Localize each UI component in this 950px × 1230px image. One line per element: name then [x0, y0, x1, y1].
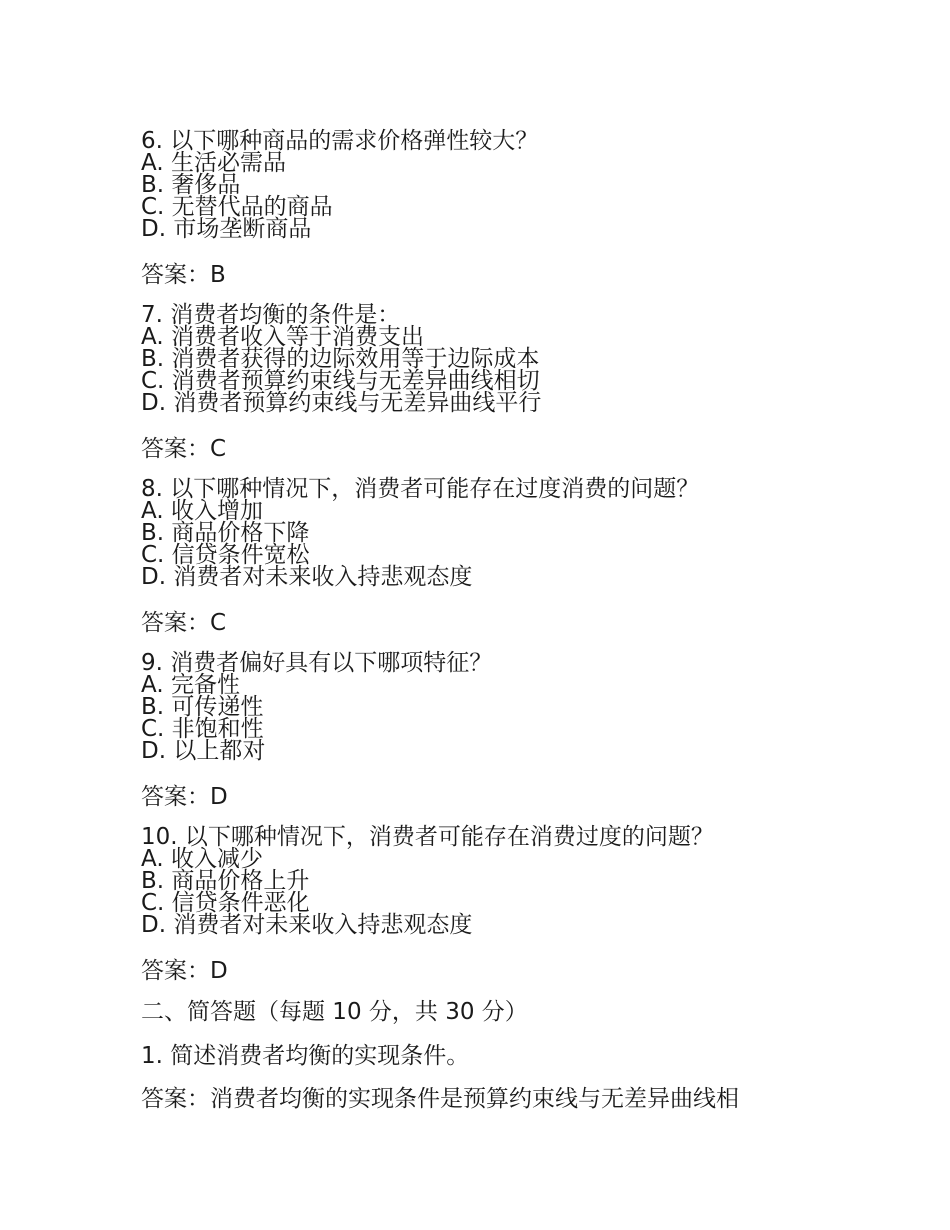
section-heading: 二、简答题（每题 10 分，共 30 分）: [141, 999, 528, 1025]
option-d: D. 消费者对未来收入持悲观态度: [141, 564, 473, 590]
question-block-7: [141, 304, 841, 464]
option-c: C. 无替代品的商品: [141, 194, 333, 220]
answer: 答案：C: [141, 610, 227, 636]
option-d: D. 市场垄断商品: [141, 216, 312, 242]
question-block-10: [141, 826, 841, 986]
question-title: 8. 以下哪种情况下，消费者可能存在过度消费的问题？: [141, 476, 700, 502]
answer: 答案：D: [141, 958, 228, 984]
option-c: C. 信贷条件宽松: [141, 542, 310, 568]
option-b: B. 商品价格上升: [141, 868, 310, 894]
option-a: A. 完备性: [141, 672, 240, 698]
option-d: D. 以上都对: [141, 738, 266, 764]
question-block-6: [141, 130, 841, 290]
question-title: 7. 消费者均衡的条件是：: [141, 302, 401, 328]
question-title: 9. 消费者偏好具有以下哪项特征？: [141, 650, 493, 676]
option-d: D. 消费者对未来收入持悲观态度: [141, 912, 473, 938]
option-b: B. 消费者获得的边际效用等于边际成本: [141, 346, 540, 372]
question-title: 10. 以下哪种情况下，消费者可能存在消费过度的问题？: [141, 824, 714, 850]
short-answer-question-1: 1. 简述消费者均衡的实现条件。: [141, 1043, 470, 1069]
option-c: C. 信贷条件恶化: [141, 890, 310, 916]
answer: 答案：B: [141, 262, 226, 288]
question-block-9: [141, 652, 841, 812]
option-c: C. 消费者预算约束线与无差异曲线相切: [141, 368, 540, 394]
answer: 答案：D: [141, 784, 228, 810]
option-b: B. 奢侈品: [141, 172, 241, 198]
answer: 答案：C: [141, 436, 227, 462]
option-d: D. 消费者预算约束线与无差异曲线平行: [141, 390, 542, 416]
option-c: C. 非饱和性: [141, 716, 264, 742]
option-b: B. 可传递性: [141, 694, 264, 720]
option-b: B. 商品价格下降: [141, 520, 310, 546]
question-title: 6. 以下哪种商品的需求价格弹性较大？: [141, 128, 539, 154]
question-block-8: [141, 478, 841, 638]
option-a: A. 消费者收入等于消费支出: [141, 324, 424, 350]
short-answer-answer-1: 答案：消费者均衡的实现条件是预算约束线与无差异曲线相: [141, 1086, 739, 1112]
option-a: A. 收入减少: [141, 846, 263, 872]
option-a: A. 收入增加: [141, 498, 263, 524]
option-a: A. 生活必需品: [141, 150, 286, 176]
